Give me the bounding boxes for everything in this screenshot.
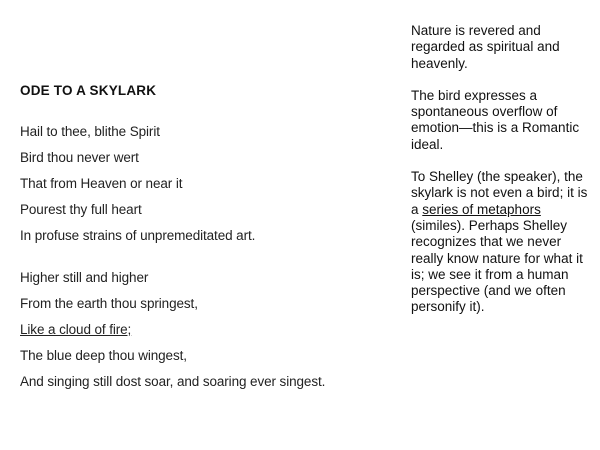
note-text-before: To Shelley (the speaker), the skylark is not even a bird; it is a [411,169,588,217]
poem-title: ODE TO A SKYLARK [20,83,157,98]
poem-line: In profuse strains of unpremeditated art. [20,228,256,243]
commentary-note-nature: Nature is revered and regarded as spiritual and heavenly. [411,23,560,71]
poem-line: Pourest thy full heart [20,202,142,217]
commentary-column [411,23,593,332]
poem-line: From the earth thou springest, [20,296,198,311]
poem-line: And singing still dost soar, and soaring ever singest. [20,374,326,389]
series-of-metaphors-phrase: series of metaphors [422,201,541,217]
poem-line: Hail to thee, blithe Spirit [20,124,160,139]
note-text-after: (similes). Perhaps Shelley recognizes that we never really know nature for what it is; we see it from a human perspective (and we often personify it). [411,217,583,315]
commentary-note-emotion: The bird expresses a spontaneous overflow of emotion—this is a Romantic ideal. [411,87,580,152]
poem-line-underlined: Like a cloud of fire; [20,322,132,337]
stanza-1 [20,119,255,249]
poem-line: Bird thou never wert [20,150,139,165]
poem-line: That from Heaven or near it [20,176,183,191]
poem-line: Higher still and higher [20,270,149,285]
stanza-2 [20,265,325,395]
poem-line: The blue deep thou wingest, [20,348,187,363]
commentary-note-metaphors [411,169,593,316]
